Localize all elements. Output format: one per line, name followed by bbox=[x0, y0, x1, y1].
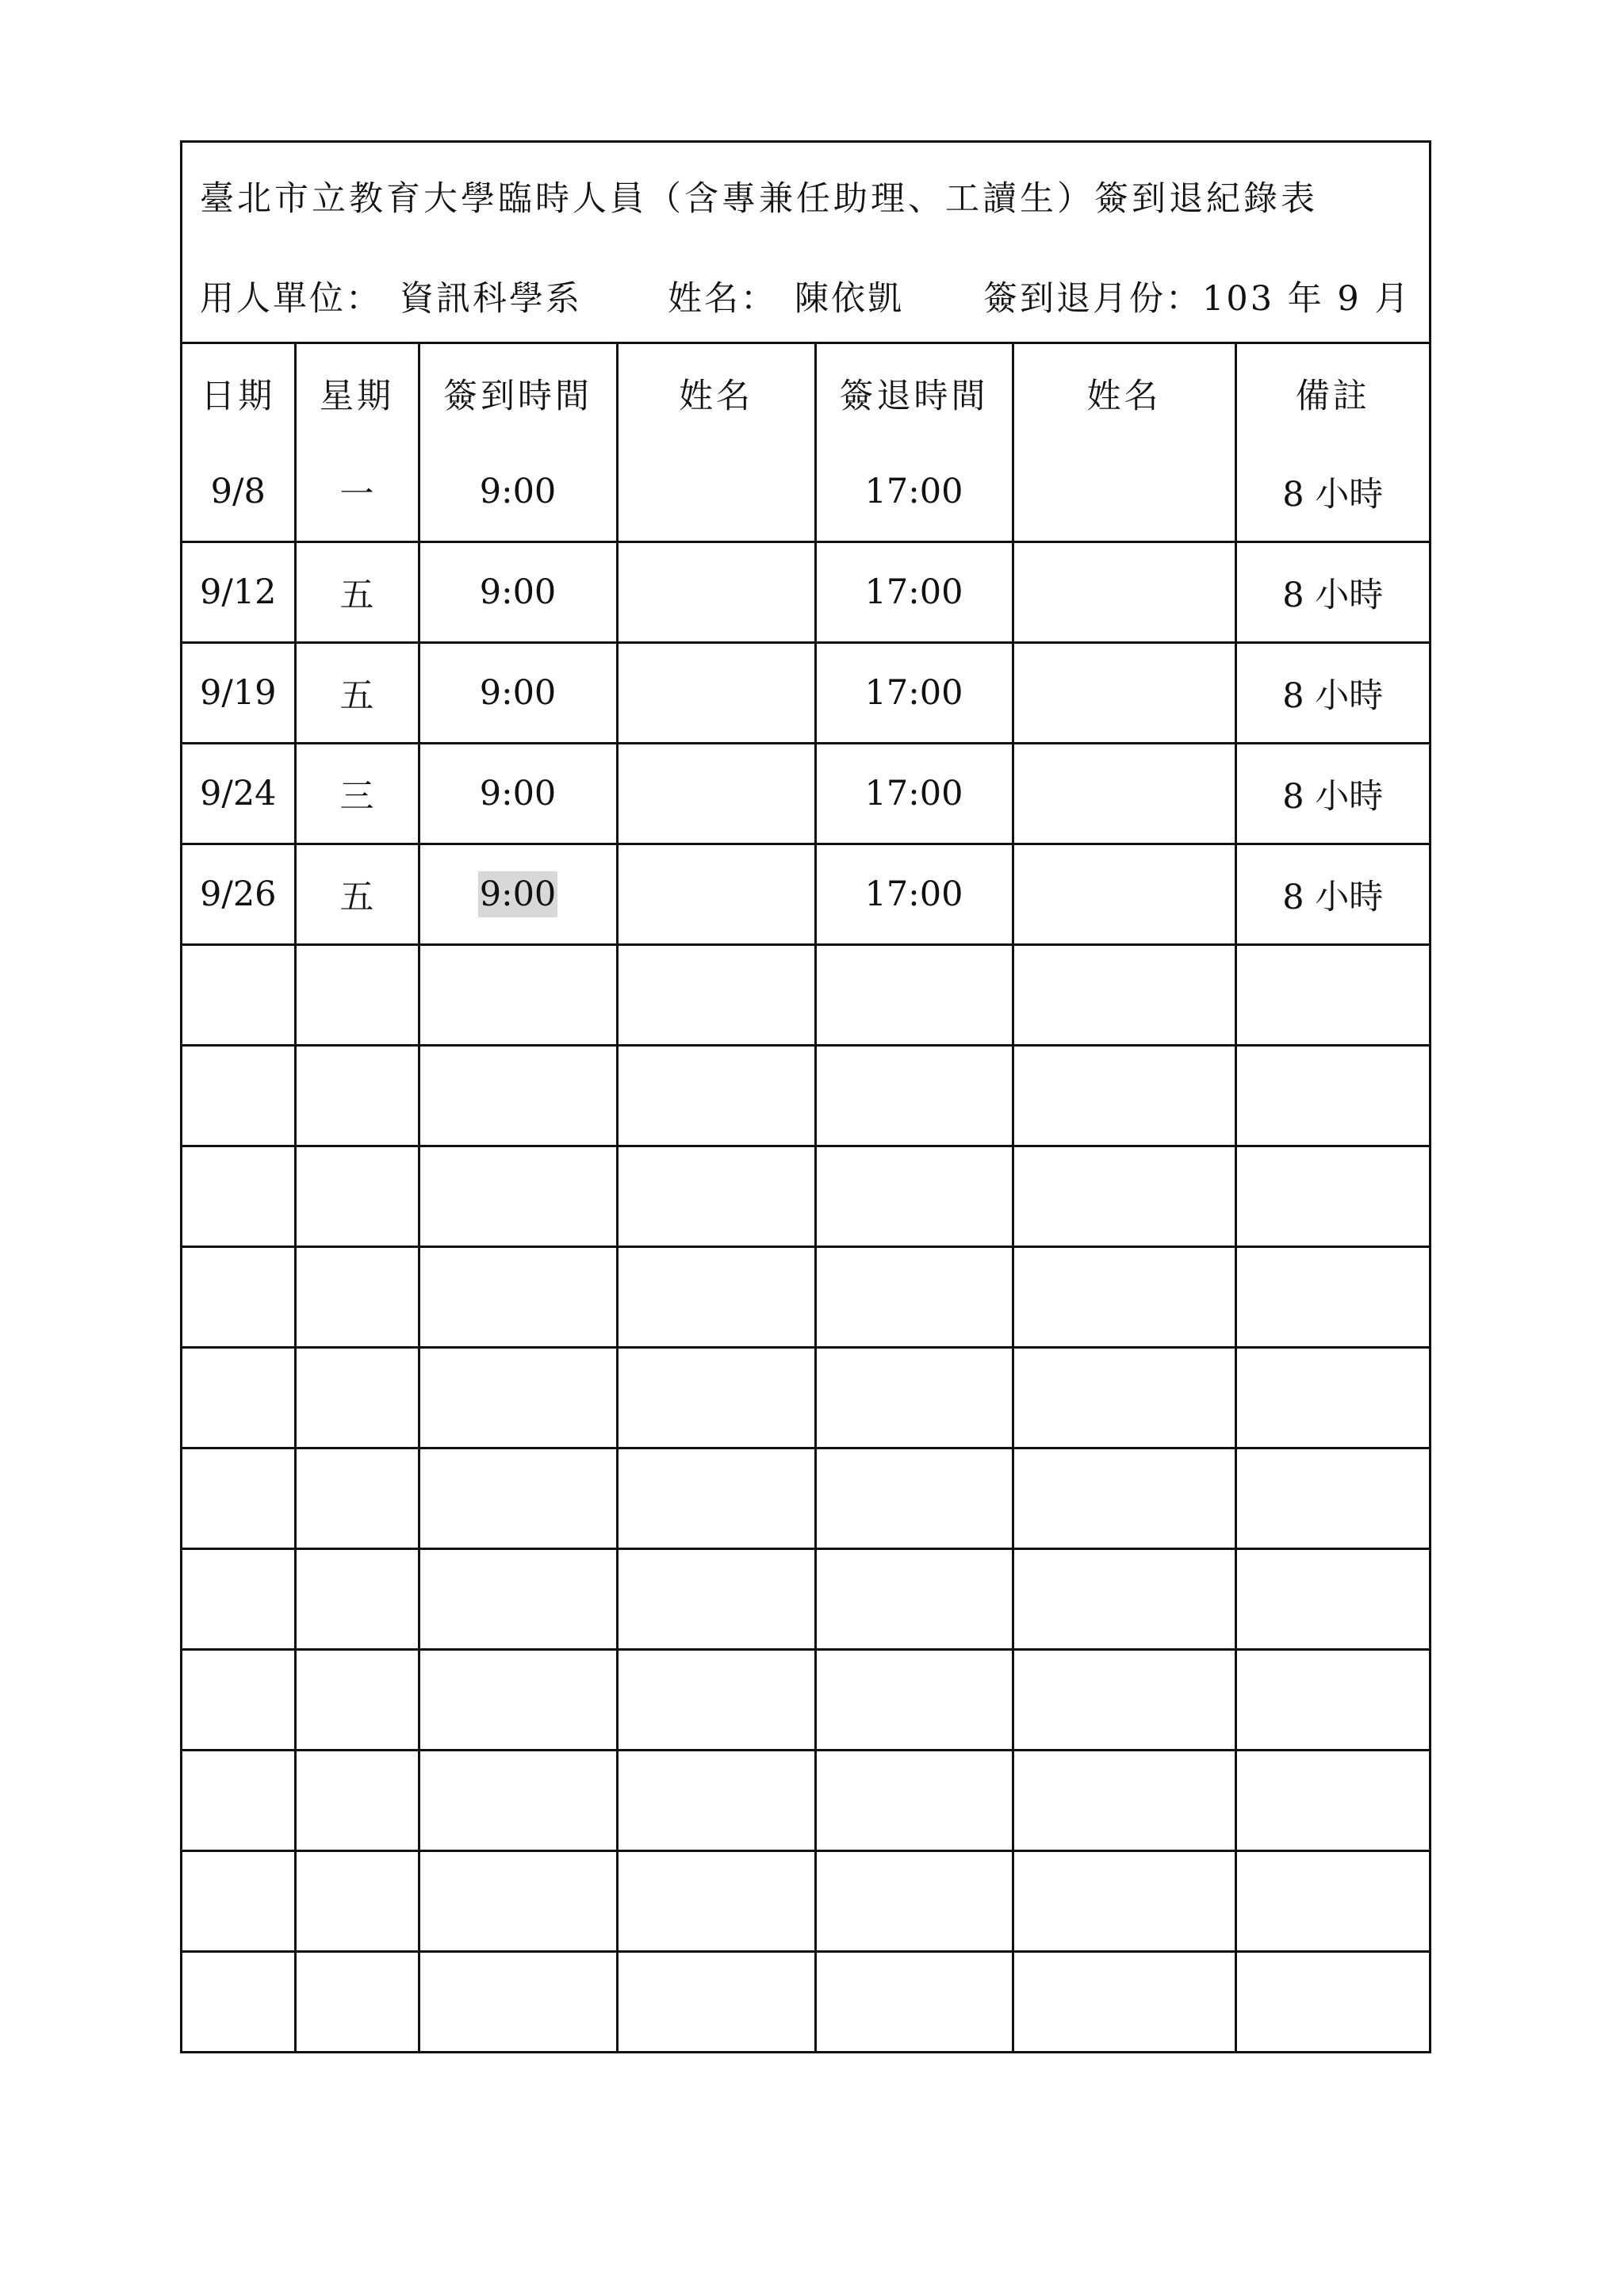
date-cell[interactable]: 9/26 bbox=[182, 844, 295, 945]
sign-in-time-cell[interactable] bbox=[419, 1549, 617, 1650]
table-row bbox=[182, 1448, 1429, 1549]
sign-in-time-cell[interactable]: 9:00 bbox=[419, 442, 617, 542]
note-cell[interactable] bbox=[1235, 1348, 1429, 1448]
sign-out-time-cell[interactable]: 17:00 bbox=[815, 542, 1013, 643]
date-cell[interactable] bbox=[182, 1549, 295, 1650]
table-row bbox=[182, 442, 1429, 542]
sign-in-name-cell[interactable] bbox=[617, 1448, 815, 1549]
sign-out-time-cell[interactable] bbox=[815, 1650, 1013, 1751]
sign-in-time-cell[interactable] bbox=[419, 1952, 617, 2052]
sign-in-time-cell[interactable] bbox=[419, 1046, 617, 1146]
sign-in-name-cell[interactable] bbox=[617, 1952, 815, 2052]
header-date: 日期 bbox=[182, 344, 295, 442]
sign-out-time-cell[interactable] bbox=[815, 1247, 1013, 1348]
sign-in-time-cell[interactable] bbox=[419, 1751, 617, 1851]
header-weekday: 星期 bbox=[295, 344, 419, 442]
date-cell[interactable] bbox=[182, 945, 295, 1046]
table-row bbox=[182, 844, 1429, 945]
note-cell[interactable] bbox=[1235, 1046, 1429, 1146]
table-row bbox=[182, 1952, 1429, 2052]
table-body bbox=[182, 442, 1429, 2051]
date-cell[interactable] bbox=[182, 1650, 295, 1751]
table-row bbox=[182, 1650, 1429, 1751]
date-cell[interactable]: 9/19 bbox=[182, 643, 295, 744]
sign-in-name-cell[interactable] bbox=[617, 945, 815, 1046]
sign-out-name-cell[interactable] bbox=[1013, 1650, 1235, 1751]
table-row bbox=[182, 945, 1429, 1046]
sign-out-name-cell[interactable] bbox=[1013, 1448, 1235, 1549]
note-cell[interactable]: 8 小時 bbox=[1235, 542, 1429, 643]
sign-in-record-form bbox=[180, 140, 1431, 2053]
sign-in-time-cell[interactable] bbox=[419, 1146, 617, 1247]
sign-in-time-cell[interactable] bbox=[419, 1448, 617, 1549]
sign-in-name-cell[interactable] bbox=[617, 844, 815, 945]
sign-out-name-cell[interactable] bbox=[1013, 442, 1235, 542]
sign-in-name-cell[interactable] bbox=[617, 744, 815, 844]
weekday-cell[interactable] bbox=[295, 1650, 419, 1751]
sign-out-name-cell[interactable] bbox=[1013, 1247, 1235, 1348]
sign-out-name-cell[interactable] bbox=[1013, 1046, 1235, 1146]
table-row bbox=[182, 744, 1429, 844]
form-info-row bbox=[182, 250, 1429, 344]
sign-out-time-cell[interactable] bbox=[815, 1448, 1013, 1549]
date-cell[interactable]: 9/12 bbox=[182, 542, 295, 643]
weekday-cell[interactable] bbox=[295, 1247, 419, 1348]
sign-out-time-cell[interactable]: 17:00 bbox=[815, 442, 1013, 542]
form-title: 臺北市立教育大學臨時人員（含專兼任助理、工讀生）簽到退紀錄表 bbox=[200, 179, 1318, 219]
note-cell[interactable] bbox=[1235, 1952, 1429, 2052]
name-value: 陳依凱 bbox=[795, 278, 904, 319]
table-row bbox=[182, 1851, 1429, 1952]
sign-out-name-cell[interactable] bbox=[1013, 844, 1235, 945]
sign-out-time-cell[interactable] bbox=[815, 1549, 1013, 1650]
sign-out-time-cell[interactable] bbox=[815, 1146, 1013, 1247]
note-cell[interactable] bbox=[1235, 1448, 1429, 1549]
weekday-cell[interactable] bbox=[295, 1146, 419, 1247]
date-cell[interactable] bbox=[182, 1046, 295, 1146]
note-cell[interactable] bbox=[1235, 1751, 1429, 1851]
sign-in-time-cell[interactable] bbox=[419, 1348, 617, 1448]
sign-out-time-cell[interactable]: 17:00 bbox=[815, 844, 1013, 945]
header-sign-in-time: 簽到時間 bbox=[419, 344, 617, 442]
sign-out-name-cell[interactable] bbox=[1013, 1851, 1235, 1952]
table-header-row bbox=[182, 344, 1429, 442]
note-cell[interactable]: 8 小時 bbox=[1235, 744, 1429, 844]
sign-in-time-cell[interactable]: 9:00 bbox=[419, 643, 617, 744]
sign-out-time-cell[interactable] bbox=[815, 1751, 1013, 1851]
sign-out-time-cell[interactable] bbox=[815, 1046, 1013, 1146]
note-cell[interactable]: 8 小時 bbox=[1235, 442, 1429, 542]
highlighted-text: 9:00 bbox=[478, 871, 558, 917]
sign-in-time-cell[interactable] bbox=[419, 945, 617, 1046]
weekday-cell[interactable] bbox=[295, 1952, 419, 2052]
sign-in-name-cell[interactable] bbox=[617, 1046, 815, 1146]
header-note: 備註 bbox=[1295, 376, 1370, 416]
table-row bbox=[182, 1348, 1429, 1448]
date-cell[interactable]: 9/24 bbox=[182, 744, 295, 844]
sign-in-name-cell[interactable] bbox=[617, 1549, 815, 1650]
sign-out-name-cell[interactable] bbox=[1013, 542, 1235, 643]
sign-out-time-cell[interactable] bbox=[815, 1851, 1013, 1952]
header-sign-out-time: 簽退時間 bbox=[815, 344, 1013, 442]
sign-out-time-cell[interactable]: 17:00 bbox=[815, 643, 1013, 744]
note-cell[interactable]: 8 小時 bbox=[1235, 643, 1429, 744]
sign-out-name-cell[interactable] bbox=[1013, 643, 1235, 744]
note-cell[interactable] bbox=[1235, 1247, 1429, 1348]
attendance-table bbox=[182, 344, 1429, 2051]
note-cell[interactable] bbox=[1235, 1146, 1429, 1247]
sign-in-time-cell[interactable]: 9:00 bbox=[419, 744, 617, 844]
weekday-cell[interactable]: 五 bbox=[295, 542, 419, 643]
sign-out-name-cell[interactable] bbox=[1013, 945, 1235, 1046]
date-cell[interactable] bbox=[182, 1348, 295, 1448]
weekday-cell[interactable] bbox=[295, 1448, 419, 1549]
table-row bbox=[182, 1751, 1429, 1851]
sign-in-name-cell[interactable] bbox=[617, 1348, 815, 1448]
sign-in-time-cell[interactable]: 9:00 bbox=[419, 542, 617, 643]
table-row bbox=[182, 1247, 1429, 1348]
sign-in-name-cell[interactable] bbox=[617, 1751, 815, 1851]
note-cell[interactable] bbox=[1235, 945, 1429, 1046]
date-cell[interactable] bbox=[182, 1448, 295, 1549]
sign-out-time-cell[interactable] bbox=[815, 1348, 1013, 1448]
month-label: 簽到退月份： bbox=[983, 278, 1202, 319]
table-row bbox=[182, 1146, 1429, 1247]
sign-out-name-cell[interactable] bbox=[1013, 1952, 1235, 2052]
weekday-cell[interactable] bbox=[295, 1851, 419, 1952]
weekday-cell[interactable]: 五 bbox=[295, 643, 419, 744]
header-sign-in-name: 姓名 bbox=[617, 344, 815, 442]
sign-in-name-cell[interactable] bbox=[617, 643, 815, 744]
unit-label: 用人單位： bbox=[200, 278, 382, 319]
date-cell[interactable] bbox=[182, 1952, 295, 2052]
weekday-cell[interactable]: 五 bbox=[295, 844, 419, 945]
table-row bbox=[182, 1046, 1429, 1146]
note-cell[interactable]: 8 小時 bbox=[1235, 844, 1429, 945]
note-cell[interactable] bbox=[1235, 1650, 1429, 1751]
date-cell[interactable] bbox=[182, 1851, 295, 1952]
date-cell[interactable]: 9/8 bbox=[182, 442, 295, 542]
sign-out-time-cell[interactable]: 17:00 bbox=[815, 744, 1013, 844]
weekday-cell[interactable] bbox=[295, 1046, 419, 1146]
sign-in-time-cell[interactable] bbox=[419, 1851, 617, 1952]
weekday-cell[interactable] bbox=[295, 1751, 419, 1851]
sign-in-time-cell[interactable] bbox=[419, 1650, 617, 1751]
note-cell[interactable] bbox=[1235, 1851, 1429, 1952]
sign-in-name-cell[interactable] bbox=[617, 1650, 815, 1751]
date-cell[interactable] bbox=[182, 1146, 295, 1247]
sign-out-time-cell[interactable] bbox=[815, 945, 1013, 1046]
sign-out-name-cell[interactable] bbox=[1013, 1146, 1235, 1247]
name-label: 姓名： bbox=[668, 278, 777, 319]
sign-out-name-cell[interactable] bbox=[1013, 1348, 1235, 1448]
sign-in-name-cell[interactable] bbox=[617, 542, 815, 643]
header-sign-out-name: 姓名 bbox=[1013, 344, 1235, 442]
table-row bbox=[182, 542, 1429, 643]
date-cell[interactable] bbox=[182, 1247, 295, 1348]
sign-in-time-cell[interactable] bbox=[419, 1247, 617, 1348]
table-row bbox=[182, 1549, 1429, 1650]
sign-out-time-cell[interactable] bbox=[815, 1952, 1013, 2052]
sign-out-name-cell[interactable] bbox=[1013, 744, 1235, 844]
sign-in-name-cell[interactable] bbox=[617, 1247, 815, 1348]
weekday-cell[interactable]: 三 bbox=[295, 744, 419, 844]
date-cell[interactable] bbox=[182, 1751, 295, 1851]
note-cell[interactable] bbox=[1235, 1549, 1429, 1650]
month-value: 103 年 9 月 bbox=[1202, 278, 1411, 319]
unit-value: 資訊科學系 bbox=[400, 278, 582, 319]
weekday-cell[interactable] bbox=[295, 1348, 419, 1448]
table-row bbox=[182, 643, 1429, 744]
sign-in-name-cell[interactable] bbox=[617, 1146, 815, 1247]
sign-out-name-cell[interactable] bbox=[1013, 1549, 1235, 1650]
weekday-cell[interactable] bbox=[295, 945, 419, 1046]
weekday-cell[interactable]: 一 bbox=[295, 442, 419, 542]
sign-in-time-cell[interactable] bbox=[419, 844, 617, 945]
sign-in-name-cell[interactable] bbox=[617, 1851, 815, 1952]
sign-out-name-cell[interactable] bbox=[1013, 1751, 1235, 1851]
weekday-cell[interactable] bbox=[295, 1549, 419, 1650]
sign-in-name-cell[interactable] bbox=[617, 442, 815, 542]
